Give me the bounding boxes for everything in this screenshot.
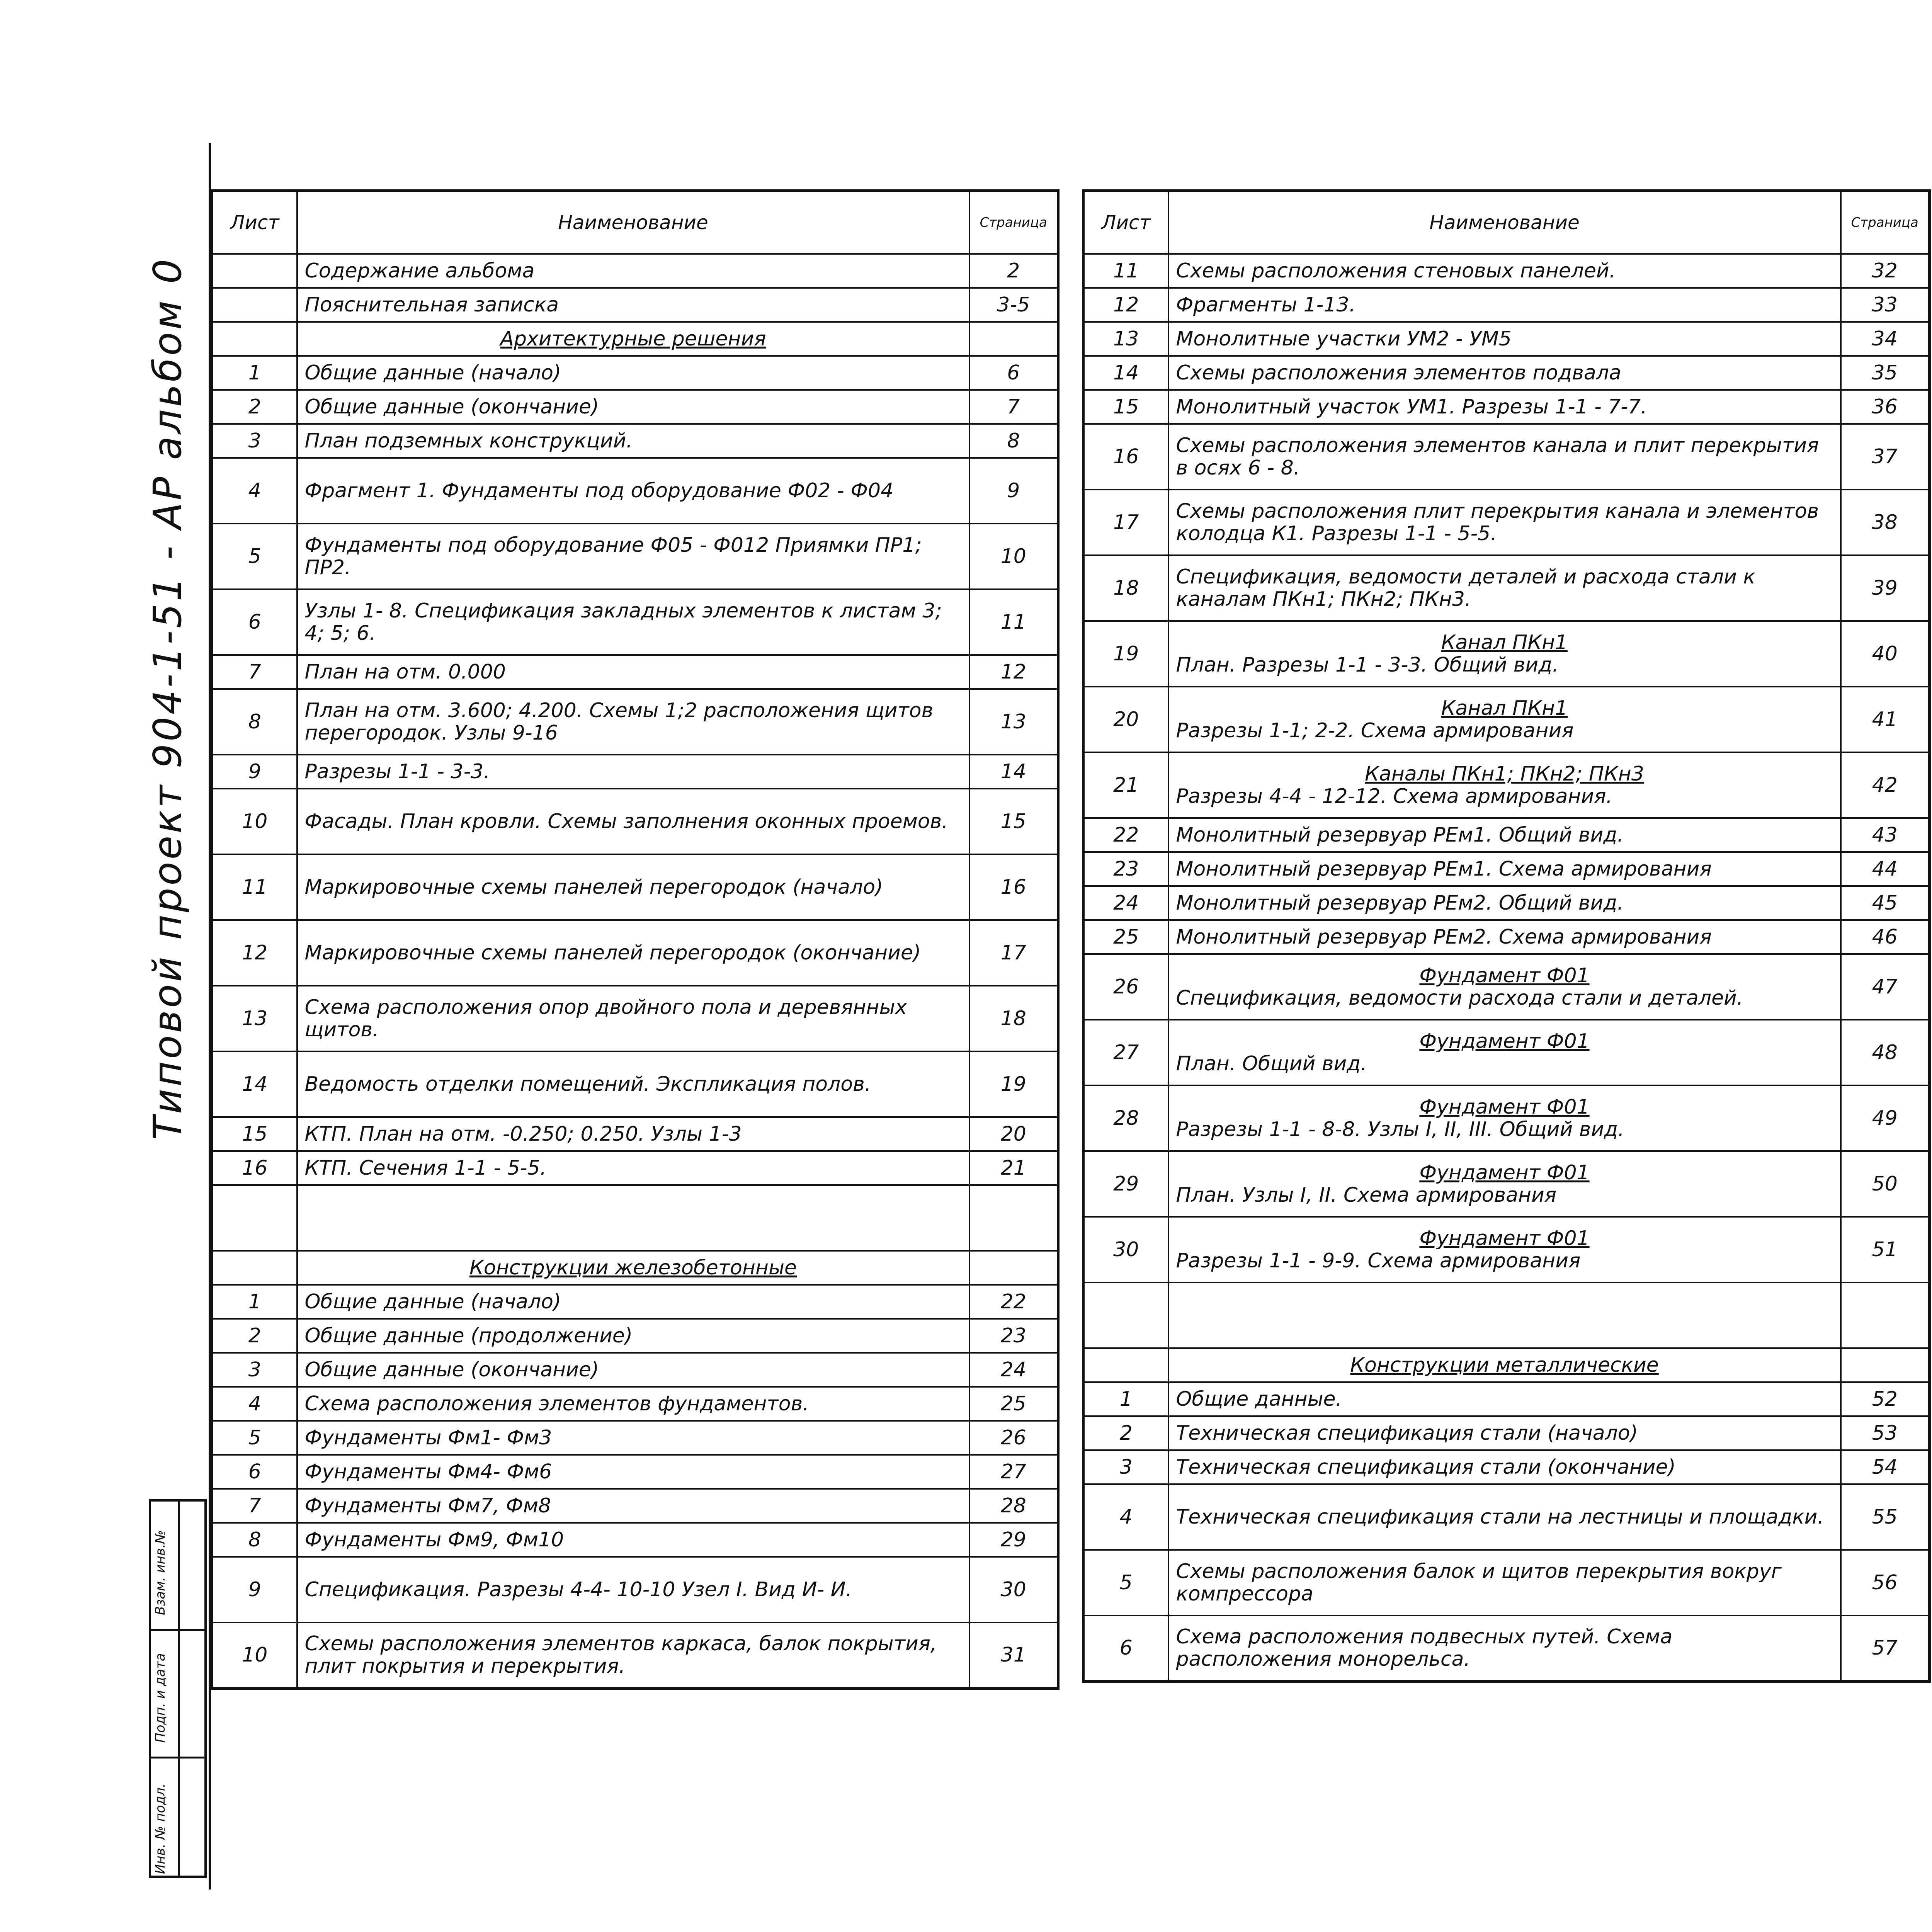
row-page: 52 — [1841, 1382, 1930, 1416]
table-row — [1083, 920, 1930, 954]
row-page — [1841, 1348, 1930, 1382]
table-row — [212, 390, 1058, 424]
row-name: План на отм. 3.600; 4.200. Схемы 1;2 расположения щитов перегородок. Узлы 9-16 — [297, 689, 969, 755]
row-subheading: Фундамент Ф01 — [1419, 1161, 1590, 1184]
row-subheading: Канал ПКн1 — [1441, 631, 1568, 654]
row-name: Монолитные участки УМ2 - УМ5 — [1168, 322, 1841, 356]
row-page: 47 — [1841, 954, 1930, 1020]
row-name: Общие данные (продолжение) — [297, 1319, 969, 1353]
header-page: Страница — [1841, 191, 1930, 254]
row-page: 2 — [969, 254, 1058, 288]
row-sheet-number — [212, 322, 297, 356]
row-page: 55 — [1841, 1484, 1930, 1550]
row-name: Содержание альбома — [297, 254, 969, 288]
row-name-text: План. Узлы I, II. Схема армирования — [1176, 1184, 1557, 1207]
row-page — [969, 1251, 1058, 1285]
table-row — [212, 1387, 1058, 1421]
row-sheet-number: 8 — [212, 1523, 297, 1557]
row-name: Общие данные (начало) — [297, 1285, 969, 1319]
row-page: 6 — [969, 356, 1058, 390]
row-subheading: Фундамент Ф01 — [1419, 1029, 1590, 1053]
row-page: 19 — [969, 1051, 1058, 1117]
row-sheet-number — [212, 288, 297, 322]
row-page: 14 — [969, 755, 1058, 789]
contents-table-1 — [211, 189, 1060, 1690]
row-page: 37 — [1841, 424, 1930, 490]
row-page: 51 — [1841, 1217, 1930, 1282]
table-row — [1083, 555, 1930, 621]
row-sheet-number: 2 — [212, 390, 297, 424]
row-sheet-number: 12 — [212, 920, 297, 986]
table-row — [212, 424, 1058, 458]
row-sheet-number: 4 — [212, 1387, 297, 1421]
row-name: Техническая спецификация стали на лестницы и площадки. — [1168, 1484, 1841, 1550]
row-page: 46 — [1841, 920, 1930, 954]
row-subheading: Каналы ПКн1; ПКн2; ПКн3 — [1365, 762, 1644, 786]
row-sheet-number: 24 — [1083, 886, 1168, 920]
row-name: Фундаменты под оборудование Ф05 - Ф012 Приямки ПР1; ПР2. — [297, 524, 969, 589]
row-name: Схемы расположения элементов подвала — [1168, 356, 1841, 390]
table-row — [212, 356, 1058, 390]
row-page: 7 — [969, 390, 1058, 424]
row-name: Маркировочные схемы панелей перегородок (начало) — [297, 854, 969, 920]
header-sheet: Лист — [212, 191, 297, 254]
row-name: Фундаменты Фм9, Фм10 — [297, 1523, 969, 1557]
row-page: 3-5 — [969, 288, 1058, 322]
row-page: 20 — [969, 1117, 1058, 1151]
table-row — [212, 655, 1058, 689]
row-subheading: Фундамент Ф01 — [1419, 964, 1590, 987]
row-page: 18 — [969, 986, 1058, 1051]
row-page: 25 — [969, 1387, 1058, 1421]
contents-table-2 — [1082, 189, 1931, 1683]
row-name — [1168, 1151, 1841, 1217]
table-row — [1083, 687, 1930, 752]
row-sheet-number: 9 — [212, 755, 297, 789]
row-sheet-number: 23 — [1083, 852, 1168, 886]
row-sheet-number: 11 — [212, 854, 297, 920]
table-row — [1083, 852, 1930, 886]
row-sheet-number: 10 — [212, 1622, 297, 1688]
table-row — [212, 322, 1058, 356]
table-row — [212, 589, 1058, 655]
table-row — [1083, 288, 1930, 322]
row-page: 13 — [969, 689, 1058, 755]
row-sheet-number: 1 — [212, 1285, 297, 1319]
row-page: 15 — [969, 789, 1058, 854]
table-row — [212, 458, 1058, 524]
row-name: Общие данные (начало) — [297, 356, 969, 390]
row-sheet-number: 11 — [1083, 254, 1168, 288]
row-subheading: Канал ПКн1 — [1441, 696, 1568, 720]
row-name-text: План. Общий вид. — [1176, 1052, 1367, 1075]
row-name — [297, 1185, 969, 1251]
stamp-inv-podl: Инв. № подл. — [153, 1783, 168, 1874]
row-page: 11 — [969, 589, 1058, 655]
row-sheet-number: 29 — [1083, 1151, 1168, 1217]
table-row — [1083, 1450, 1930, 1484]
row-page: 44 — [1841, 852, 1930, 886]
table-row — [212, 920, 1058, 986]
row-sheet-number: 1 — [212, 356, 297, 390]
row-name: Фрагмент 1. Фундаменты под оборудование Ф02 - Ф04 — [297, 458, 969, 524]
row-name: КТП. Сечения 1-1 - 5-5. — [297, 1151, 969, 1185]
row-page: 54 — [1841, 1450, 1930, 1484]
row-sheet-number — [212, 1251, 297, 1285]
row-sheet-number: 22 — [1083, 818, 1168, 852]
row-sheet-number: 3 — [212, 1353, 297, 1387]
row-name: КТП. План на отм. -0.250; 0.250. Узлы 1-3 — [297, 1117, 969, 1151]
row-name — [1168, 687, 1841, 752]
table-row — [212, 1557, 1058, 1622]
row-page: 35 — [1841, 356, 1930, 390]
row-name — [1168, 1020, 1841, 1085]
row-page: 53 — [1841, 1416, 1930, 1450]
row-page: 42 — [1841, 752, 1930, 818]
table-row — [212, 1185, 1058, 1251]
row-name: Фундаменты Фм7, Фм8 — [297, 1489, 969, 1523]
row-sheet-number: 16 — [1083, 424, 1168, 490]
row-name: Схема расположения опор двойного пола и деревянных щитов. — [297, 986, 969, 1051]
row-page: 49 — [1841, 1085, 1930, 1151]
header-page: Страница — [969, 191, 1058, 254]
row-sheet-number: 2 — [212, 1319, 297, 1353]
row-name — [1168, 1282, 1841, 1348]
table-row — [212, 1489, 1058, 1523]
table-row — [1083, 1020, 1930, 1085]
row-page: 38 — [1841, 490, 1930, 555]
table-row — [212, 524, 1058, 589]
row-sheet-number: 3 — [1083, 1450, 1168, 1484]
row-name: Конструкции металлические — [1168, 1348, 1841, 1382]
table-row — [1083, 390, 1930, 424]
row-name-text: Спецификация, ведомости расхода стали и деталей. — [1176, 986, 1743, 1010]
row-name: Монолитный резервуар РЕм2. Общий вид. — [1168, 886, 1841, 920]
row-page: 50 — [1841, 1151, 1930, 1217]
row-name: Пояснительная записка — [297, 288, 969, 322]
row-name: Техническая спецификация стали (начало) — [1168, 1416, 1841, 1450]
row-sheet-number: 14 — [212, 1051, 297, 1117]
row-sheet-number: 15 — [212, 1117, 297, 1151]
row-page: 48 — [1841, 1020, 1930, 1085]
header-name: Наименование — [1168, 191, 1841, 254]
row-sheet-number: 5 — [212, 524, 297, 589]
row-page: 27 — [969, 1455, 1058, 1489]
table-row — [212, 254, 1058, 288]
row-sheet-number: 10 — [212, 789, 297, 854]
row-page — [969, 1185, 1058, 1251]
row-page: 34 — [1841, 322, 1930, 356]
row-page: 40 — [1841, 621, 1930, 687]
table-row — [1083, 621, 1930, 687]
table-row — [212, 755, 1058, 789]
table-row — [212, 689, 1058, 755]
row-sheet-number: 7 — [212, 1489, 297, 1523]
row-sheet-number: 19 — [1083, 621, 1168, 687]
row-name-text: Разрезы 1-1 - 9-9. Схема армирования — [1176, 1249, 1581, 1272]
row-name: Конструкции железобетонные — [297, 1251, 969, 1285]
row-name: Узлы 1- 8. Спецификация закладных элементов к листам 3; 4; 5; 6. — [297, 589, 969, 655]
table-row — [1083, 1217, 1930, 1282]
row-name: Архитектурные решения — [297, 322, 969, 356]
row-sheet-number — [1083, 1348, 1168, 1382]
row-name: Схема расположения элементов фундаментов. — [297, 1387, 969, 1421]
table-row — [1083, 886, 1930, 920]
row-page: 26 — [969, 1421, 1058, 1455]
row-name: Монолитный резервуар РЕм1. Схема армирования — [1168, 852, 1841, 886]
row-name: Монолитный резервуар РЕм2. Схема армирования — [1168, 920, 1841, 954]
row-page: 22 — [969, 1285, 1058, 1319]
row-name-text: План. Разрезы 1-1 - 3-3. Общий вид. — [1176, 653, 1559, 677]
table-row — [212, 1051, 1058, 1117]
row-page: 9 — [969, 458, 1058, 524]
row-page: 32 — [1841, 254, 1930, 288]
row-sheet-number: 18 — [1083, 555, 1168, 621]
row-sheet-number: 3 — [212, 424, 297, 458]
row-page: 16 — [969, 854, 1058, 920]
row-name: Схема расположения подвесных путей. Схема расположения монорельса. — [1168, 1616, 1841, 1681]
row-page: 57 — [1841, 1616, 1930, 1681]
table-row — [1083, 1348, 1930, 1382]
row-page: 28 — [969, 1489, 1058, 1523]
row-page: 23 — [969, 1319, 1058, 1353]
row-sheet-number: 2 — [1083, 1416, 1168, 1450]
row-page: 36 — [1841, 390, 1930, 424]
row-page: 41 — [1841, 687, 1930, 752]
row-sheet-number: 17 — [1083, 490, 1168, 555]
row-sheet-number: 25 — [1083, 920, 1168, 954]
row-page: 10 — [969, 524, 1058, 589]
row-sheet-number: 8 — [212, 689, 297, 755]
row-name: Схемы расположения стеновых панелей. — [1168, 254, 1841, 288]
row-name: Спецификация. Разрезы 4-4- 10-10 Узел I. Вид И- И. — [297, 1557, 969, 1622]
table-row — [1083, 424, 1930, 490]
row-name-text: Разрезы 1-1 - 8-8. Узлы I, II, III. Общий вид. — [1176, 1118, 1624, 1141]
table-row — [212, 1455, 1058, 1489]
row-sheet-number: 30 — [1083, 1217, 1168, 1282]
row-sheet-number: 7 — [212, 655, 297, 689]
table-row — [1083, 1382, 1930, 1416]
stamp-podp-data: Подп. и дата — [153, 1653, 168, 1743]
side-project-title: Типовой проект 904-1-51 - АР альбом 0 — [145, 257, 190, 1140]
row-page: 12 — [969, 655, 1058, 689]
row-sheet-number: 5 — [1083, 1550, 1168, 1616]
row-page: 43 — [1841, 818, 1930, 852]
table-row — [212, 1117, 1058, 1151]
table-row — [1083, 954, 1930, 1020]
row-sheet-number: 26 — [1083, 954, 1168, 1020]
row-name: Схемы расположения элементов каркаса, балок покрытия, плит покрытия и перекрытия. — [297, 1622, 969, 1688]
row-name: План на отм. 0.000 — [297, 655, 969, 689]
table-row — [1083, 254, 1930, 288]
table-row — [1083, 1416, 1930, 1450]
row-name: План подземных конструкций. — [297, 424, 969, 458]
row-page: 29 — [969, 1523, 1058, 1557]
row-name: Общие данные (окончание) — [297, 390, 969, 424]
row-page: 56 — [1841, 1550, 1930, 1616]
row-sheet-number: 16 — [212, 1151, 297, 1185]
table-row — [1083, 1085, 1930, 1151]
row-sheet-number: 13 — [212, 986, 297, 1051]
header-sheet: Лист — [1083, 191, 1168, 254]
row-page: 39 — [1841, 555, 1930, 621]
row-name: Техническая спецификация стали (окончание) — [1168, 1450, 1841, 1484]
row-name: Фундаменты Фм4- Фм6 — [297, 1455, 969, 1489]
row-name: Маркировочные схемы панелей перегородок (окончание) — [297, 920, 969, 986]
row-sheet-number: 4 — [212, 458, 297, 524]
row-page: 24 — [969, 1353, 1058, 1387]
row-page: 17 — [969, 920, 1058, 986]
table-row — [212, 789, 1058, 854]
table-row — [1083, 752, 1930, 818]
table-row — [212, 1421, 1058, 1455]
stamp-vzam-inv: Взам. инв.№ — [153, 1530, 168, 1615]
table-row — [1083, 356, 1930, 390]
table-row — [212, 1251, 1058, 1285]
row-sheet-number — [212, 1185, 297, 1251]
row-sheet-number: 9 — [212, 1557, 297, 1622]
row-sheet-number: 5 — [212, 1421, 297, 1455]
row-name: Спецификация, ведомости деталей и расхода стали к каналам ПКн1; ПКн2; ПКн3. — [1168, 555, 1841, 621]
row-sheet-number: 27 — [1083, 1020, 1168, 1085]
row-name-text: Разрезы 4-4 - 12-12. Схема армирования. — [1176, 785, 1613, 808]
row-sheet-number: 4 — [1083, 1484, 1168, 1550]
row-page — [969, 322, 1058, 356]
table-row — [212, 1151, 1058, 1185]
row-name: Фасады. План кровли. Схемы заполнения оконных проемов. — [297, 789, 969, 854]
table-row — [1083, 1282, 1930, 1348]
row-name: Схемы расположения элементов канала и плит перекрытия в осях 6 - 8. — [1168, 424, 1841, 490]
table-row — [1083, 1550, 1930, 1616]
table-row — [1083, 490, 1930, 555]
table-row — [212, 1285, 1058, 1319]
row-name: Схемы расположения балок и щитов перекрытия вокруг компрессора — [1168, 1550, 1841, 1616]
row-page: 30 — [969, 1557, 1058, 1622]
row-name: Фрагменты 1-13. — [1168, 288, 1841, 322]
row-page: 31 — [969, 1622, 1058, 1688]
row-sheet-number: 14 — [1083, 356, 1168, 390]
row-sheet-number: 6 — [1083, 1616, 1168, 1681]
row-name — [1168, 752, 1841, 818]
table-row — [212, 1353, 1058, 1387]
row-name: Монолитный резервуар РЕм1. Общий вид. — [1168, 818, 1841, 852]
table-row — [1083, 1616, 1930, 1681]
table-row — [1083, 322, 1930, 356]
row-sheet-number: 1 — [1083, 1382, 1168, 1416]
row-sheet-number: 20 — [1083, 687, 1168, 752]
row-name: Монолитный участок УМ1. Разрезы 1-1 - 7-7. — [1168, 390, 1841, 424]
row-page: 45 — [1841, 886, 1930, 920]
row-page: 21 — [969, 1151, 1058, 1185]
row-sheet-number: 28 — [1083, 1085, 1168, 1151]
table-row — [212, 1319, 1058, 1353]
row-name — [1168, 1217, 1841, 1282]
row-page: 33 — [1841, 288, 1930, 322]
row-name: Общие данные (окончание) — [297, 1353, 969, 1387]
table-row — [1083, 1151, 1930, 1217]
row-name: Фундаменты Фм1- Фм3 — [297, 1421, 969, 1455]
table-row — [212, 1523, 1058, 1557]
row-sheet-number: 6 — [212, 589, 297, 655]
row-name: Схемы расположения плит перекрытия канала и элементов колодца К1. Разрезы 1-1 - 5-5. — [1168, 490, 1841, 555]
row-name: Общие данные. — [1168, 1382, 1841, 1416]
table-row — [212, 986, 1058, 1051]
row-name — [1168, 954, 1841, 1020]
row-sheet-number — [1083, 1282, 1168, 1348]
row-name-text: Разрезы 1-1; 2-2. Схема армирования — [1176, 719, 1574, 742]
row-name: Разрезы 1-1 - 3-3. — [297, 755, 969, 789]
row-sheet-number: 6 — [212, 1455, 297, 1489]
row-sheet-number: 21 — [1083, 752, 1168, 818]
table-row — [212, 288, 1058, 322]
row-page — [1841, 1282, 1930, 1348]
header-name: Наименование — [297, 191, 969, 254]
table-row — [1083, 1484, 1930, 1550]
row-sheet-number: 15 — [1083, 390, 1168, 424]
row-name — [1168, 621, 1841, 687]
row-page: 8 — [969, 424, 1058, 458]
row-subheading: Фундамент Ф01 — [1419, 1226, 1590, 1250]
table-row — [212, 1622, 1058, 1688]
table-row — [1083, 818, 1930, 852]
row-subheading: Фундамент Ф01 — [1419, 1095, 1590, 1119]
row-name — [1168, 1085, 1841, 1151]
table-row — [212, 854, 1058, 920]
row-name: Ведомость отделки помещений. Экспликация полов. — [297, 1051, 969, 1117]
row-sheet-number: 12 — [1083, 288, 1168, 322]
row-sheet-number: 13 — [1083, 322, 1168, 356]
row-sheet-number — [212, 254, 297, 288]
